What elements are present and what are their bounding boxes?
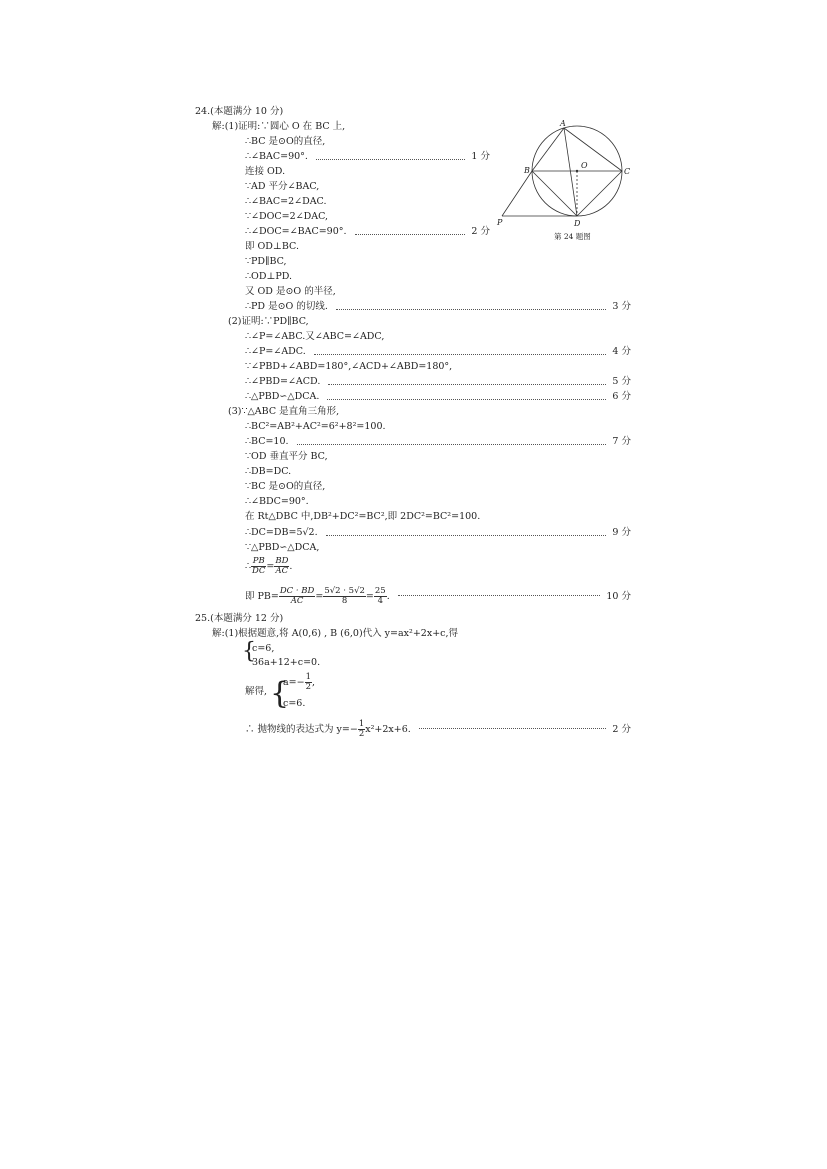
numerator: 1 — [305, 672, 312, 682]
q24-scored-line — [245, 226, 490, 238]
denominator: AC — [290, 596, 304, 606]
leader-dots — [328, 376, 606, 385]
system1-eq2: 36a+12+c=0. — [252, 657, 321, 668]
brace-icon: { — [270, 676, 290, 711]
score-label: 6 分 — [612, 391, 631, 402]
equals-sign: = — [365, 591, 374, 602]
segment-ab — [532, 128, 564, 171]
q24-scored-line — [245, 301, 631, 313]
q24-line: ∴BC²=AB²+AC²=6²+8²=100. — [245, 421, 386, 432]
q24-line: ∴BC 是⊙O的直径, — [245, 136, 326, 147]
segment-pb — [502, 171, 532, 216]
segment-bd — [532, 171, 577, 216]
system2-eq2: c=6. — [283, 698, 306, 709]
q24-line: (3)∵△ABC 是直角三角形, — [228, 406, 340, 417]
denominator: AC — [275, 566, 289, 576]
equals-sign: = — [266, 561, 275, 572]
q24-line: ∴∠BDC=90°. — [245, 496, 309, 507]
q24-scored-line — [245, 346, 631, 358]
label-d: D — [574, 219, 581, 228]
q24-line: 又 OD 是⊙O 的半径, — [245, 286, 336, 297]
score-label: 5 分 — [612, 376, 631, 387]
q24-final-line — [245, 586, 631, 608]
numerator: 1 — [358, 719, 365, 729]
q24-line-text: ∴BC=10. — [245, 436, 289, 447]
period: . — [289, 561, 293, 572]
leader-dots — [327, 391, 606, 400]
numerator: BD — [275, 556, 289, 566]
denominator: 4 — [377, 596, 383, 606]
brace-icon: { — [242, 639, 256, 664]
final-prefix: 即 PB= — [245, 591, 279, 602]
q24-line: ∵BC 是⊙O的直径, — [245, 481, 326, 492]
q24-figure — [494, 118, 634, 246]
conclusion-suffix: x²+2x+6. — [365, 724, 411, 735]
q24-line-text: ∴∠P=∠ADC. — [245, 346, 306, 357]
score-label: 3 分 — [612, 301, 631, 312]
fraction-one-half — [305, 673, 312, 692]
q24-scored-line — [245, 151, 490, 163]
fraction-25-4 — [374, 587, 387, 606]
score-label: 2 分 — [612, 724, 631, 735]
label-c: C — [624, 167, 631, 176]
system2-eq1 — [283, 673, 315, 693]
numerator: 25 — [374, 586, 386, 596]
fraction-roots-8 — [323, 587, 366, 606]
leader-dots — [355, 226, 466, 235]
q24-line-text: ∴△PBD∽△DCA. — [245, 391, 320, 402]
q24-line: 在 Rt△DBC 中,DB²+DC²=BC²,即 2DC²=BC²=100. — [245, 511, 481, 522]
q24-scored-line — [245, 436, 631, 448]
conclusion-prefix: ∴ 抛物线的表达式为 y=− — [245, 724, 358, 735]
segment-cd — [577, 171, 622, 216]
denominator: 2 — [305, 682, 312, 692]
leader-dots — [336, 301, 607, 310]
conclusion-expression — [245, 719, 411, 741]
numerator: 5√2 · 5√2 — [324, 586, 365, 596]
q24-scored-line — [245, 376, 631, 388]
denominator: 8 — [341, 596, 348, 606]
leader-dots — [314, 346, 607, 355]
q24-line: 连接 OD. — [245, 166, 286, 177]
figure-caption: 第 24 题图 — [554, 232, 591, 241]
q24-line: 即 OD⊥BC. — [245, 241, 299, 252]
segment-ac — [564, 128, 622, 171]
q24-line-text: ∴∠DOC=∠BAC=90°. — [245, 226, 347, 237]
numerator: DC · BD — [279, 586, 315, 596]
q24-line: ∴OD⊥PD. — [245, 271, 293, 282]
system1-eq1: c=6, — [252, 643, 275, 654]
segment-ad — [564, 128, 577, 216]
leader-dots — [326, 527, 607, 536]
q24-final-expression — [245, 586, 390, 608]
q24-line: ∵PD∥BC, — [245, 256, 287, 267]
leader-dots — [398, 595, 601, 596]
q24-header: 24.(本题满分 10 分) — [195, 106, 284, 117]
score-label: 2 分 — [471, 226, 490, 237]
period: . — [386, 591, 390, 602]
a-prefix: a=− — [283, 677, 305, 688]
label-p: P — [497, 218, 503, 227]
q25-conclusion — [245, 719, 631, 741]
q24-line-text: ∴DC=DB=5√2. — [245, 527, 318, 538]
label-o: O — [581, 161, 588, 170]
leader-dots — [297, 436, 607, 445]
label-a: A — [560, 119, 566, 128]
q24-line: 解:(1)证明:∵圆心 O 在 BC 上, — [212, 121, 346, 132]
therefore-symbol: ∴ — [245, 561, 252, 572]
solve-label: 解得, — [245, 686, 268, 697]
q24-line: ∵AD 平分∠BAC, — [245, 181, 320, 192]
q24-line-text: ∴PD 是⊙O 的切线. — [245, 301, 328, 312]
q25-header: 25.(本题满分 12 分) — [195, 613, 284, 624]
q24-line: ∴∠P=∠ABC.又∠ABC=∠ADC, — [245, 331, 385, 342]
score-label: 9 分 — [612, 527, 631, 538]
equals-sign: = — [315, 591, 324, 602]
comma: , — [312, 677, 316, 688]
geometry-diagram — [494, 118, 634, 243]
leader-dots — [316, 151, 465, 160]
score-label: 7 分 — [612, 436, 631, 447]
q24-line: ∴∠BAC=2∠DAC. — [245, 196, 327, 207]
q24-line: ∴DB=DC. — [245, 466, 292, 477]
label-b: B — [524, 166, 530, 175]
q24-line-text: ∴∠BAC=90°. — [245, 151, 308, 162]
numerator: PB — [252, 556, 265, 566]
fraction-pb-dc — [251, 557, 266, 576]
denominator: 2 — [358, 729, 365, 739]
score-label: 4 分 — [612, 346, 631, 357]
denominator: DC — [252, 566, 266, 576]
q24-ratio — [245, 556, 292, 578]
q25-intro: 解:(1)根据题意,将 A(0,6) , B (6,0)代入 y=ax²+2x+c,得 — [212, 628, 458, 639]
q24-line: ∵∠PBD+∠ABD=180°,∠ACD+∠ABD=180°, — [245, 361, 453, 372]
center-point — [576, 170, 578, 172]
leader-dots — [419, 728, 607, 729]
q24-scored-line — [245, 527, 631, 539]
q24-line: ∵∠DOC=2∠DAC, — [245, 211, 329, 222]
q24-line-text: ∴∠PBD=∠ACD. — [245, 376, 321, 387]
score-label: 1 分 — [471, 151, 490, 162]
fraction-bd-ac — [274, 557, 289, 576]
q24-line: ∵△PBD∽△DCA, — [245, 542, 320, 553]
score-label: 10 分 — [606, 591, 631, 602]
q24-scored-line — [245, 391, 631, 403]
q24-line: ∵OD 垂直平分 BC, — [245, 451, 328, 462]
q24-line: (2)证明:∵PD∥BC, — [228, 316, 309, 327]
fraction-dcbd-ac — [279, 587, 316, 606]
